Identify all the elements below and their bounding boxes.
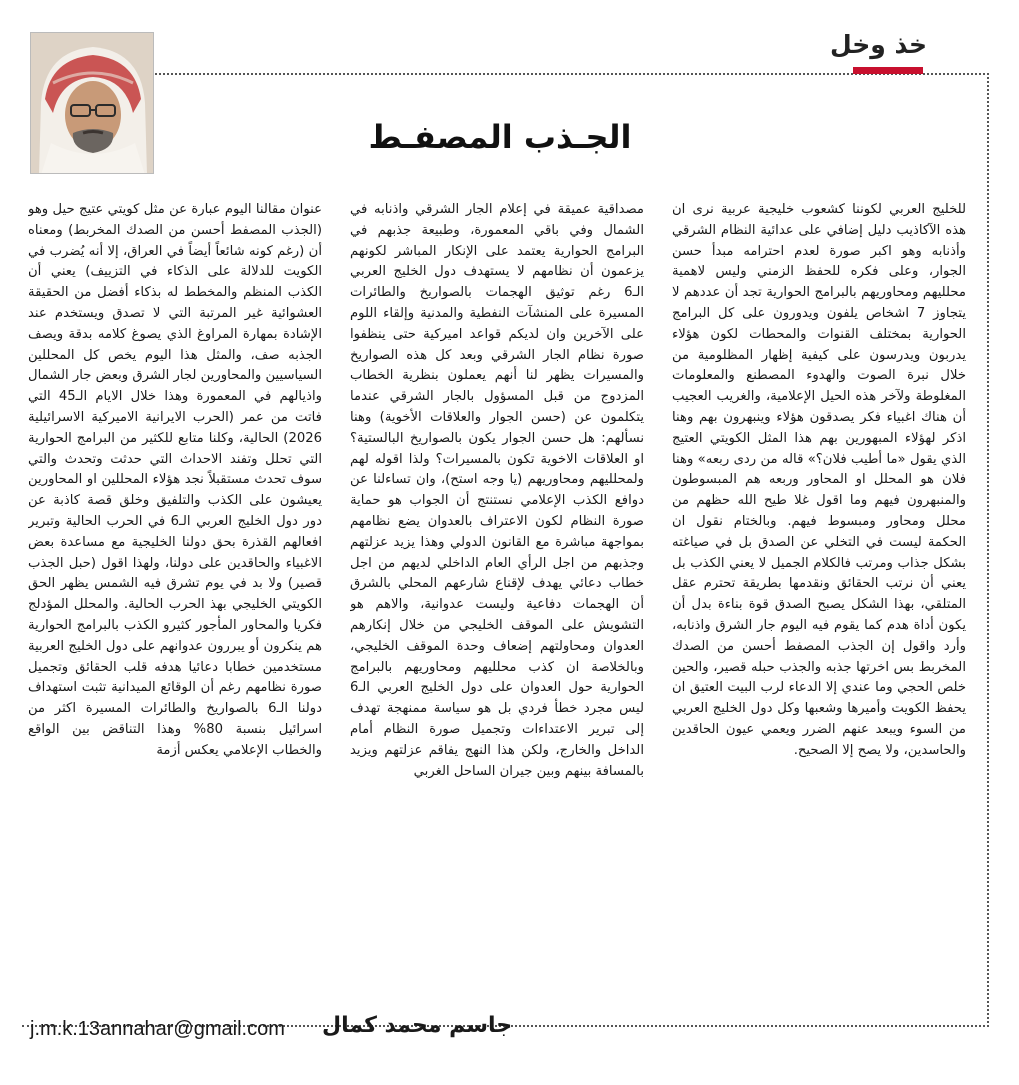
article-column-2 <box>350 200 644 1000</box>
author-name: جاسم محمد كمال <box>322 1013 513 1038</box>
frame-right-border <box>987 73 989 1027</box>
article-column-3-text: للخليج العربي لكوننا كشعوب خليجية عربية نرى ان هذه الآكاذيب دليل إضافي على عدائية النظام الشرقي وأذنابه وهو اكبر صورة لعدم احترامه مبدأ حسن الجوار، وعلى فكره للحفظ الزمني وليس لاهمية محلليهم ومحاوريهم بالبرامج الحوارية تجد أن عددهم لا يتجاوز 7 اشخاص يلفون ويدورون على كل البرامج الحوارية بمختلف القنوات والمحطات لكون هؤلاء يدربون ويدرسون على كيفية إظهار المظلومية من خلال نبرة الصوت والهدوء المصطنع والمعلومات المغلوطة ولآخر هذه الحيل الإعلامية، والغريب العجيب أن هناك اغبياء فكر يصدقون هؤلاء وينبهرون بهم وهنا اذكر لهؤلاء المبهورين بهم هذا المثل الكويتي العتيج الذي يقول «ما أطيب فلان؟» قاله من ردى ربعه» وهنا فلان هو المحلل او المحاور وربعه هم المبسوطون والمنبهرون فيهم وما اقول غلا طيح الله حظهم من محلل ومحاور ومبسوط فيهم. وبالختام نقول ان الحكمة ليست في التخلي عن الصدق بل في صياغته بشكل جذاب ومرتب فالكلام الجميل لا يعني الكذب بل يعني أن نرتب الحقائق ونقدمها بطريقة تحترم عقل المتلقي، بهذا الشكل يصبح الصدق قوة بناءة بدل أن يكون أداة هدم كما يقوم فيه اليوم جار الشرق واذنابه، وأرد واقول إن الجذب المصفط أحسن من الصدك المخربط بس اخرتها جذبه والجذب حبله قصير، والحين خلص الحجي وما عندي إلا الدعاء لرب البيت العتيق ان يحفظ الكويت وأميرها وشعبها وكل دول الخليج العربي من السوء ويبعد عنهم الضرر ويعمي عيون الحاقدين والحاسدين، ولا يصح إلا الصحيح. <box>672 202 966 758</box>
article-column-2-text: مصداقية عميقة في إعلام الجار الشرقي واذنابه في الشمال وفي باقي المعمورة، وطبيعة جذبهم في البرامج الحوارية يعتمد على الإنكار المباشر لكونهم يزعمون أن نظامهم لا يستهدف دول الخليج العربي الـ6 رغم توثيق الهجمات بالصواريخ والطائرات المسيرة على المنشآت النفطية والمدنية وإلقاء اللوم على الآخرين وان لديكم قواعد اميركية حتى ينظفوا صورة نظام الجار الشرقي وبعد كل هذه الصواريخ والمسيرات يظهر لنا أنهم يعملون بنظرية الخطاب المزدوج من قبل المسؤول بالجار الشرقي عندما يتكلمون عن (حسن الجوار والعلاقات الأخوية) وهنا نسألهم: هل حسن الجوار يكون بالصواريخ البالستية؟ او العلاقات الاخوية تكون بالمسيرات؟ ولذا اقوله لهم ولمحلليهم ومحاوريهم (يا وجه استح)، وان تساءلنا عن دوافع الكذب الإعلامي نستنتج أن الجواب هو حماية صورة النظام لكون الاعتراف بالعدوان يضع نظامهم بمواجهة مباشرة مع القانون الدولي وهذا يزيد عزلتهم وجذبهم من اجل الرأي العام الداخلي لديهم من اجل خطاب دعائي يهدف لإقناع شارعهم المحلي بالشرق أن الهجمات دفاعية وليست عدوانية، والاهم هو التشويش على الموقف الخليجي من خلال إنكارهم العدوان ومحاولتهم إضعاف وحدة الموقف الخليجي، وبالخلاصة ان كذب محلليهم ومحاوريهم بالبرامج الحوارية حول العدوان على دول الخليج العربي الـ6 ليس مجرد خطأ فردي بل هو سياسة ممنهجة تهدف إلى تبرير الاعتداءات وتجميل صورة النظام أمام الداخل والخارج، ولكن هذا النهج يفاقم عزلتهم ويزيد بالمسافة بينهم وبين جيران الساحل الغربي <box>350 202 644 779</box>
column-tag: خذ وخل <box>829 30 927 59</box>
author-photo <box>30 32 154 174</box>
article-headline: الجـذب المصفـط <box>368 118 632 156</box>
author-portrait-image <box>31 33 154 174</box>
column-tag-underline <box>853 67 923 74</box>
author-email: j.m.k.13annahar@gmail.com <box>30 1018 285 1040</box>
article-column-1 <box>28 200 322 1000</box>
article-column-3 <box>672 200 966 1000</box>
article-column-1-text: عنوان مقالنا اليوم عبارة عن مثل كويتي عتيج حيل وهو (الجذب المصفط أحسن من الصدك المخربط) ومعناه أن (رغم كونه شائعاً أيضاً في العراق، إلا أنه يُضرب في الكويت للدلالة على الذكاء في التزييف) يعني أن الكذب المنظم والمخطط له بذكاء أفضل من الحقيقة العشوائية غير المرتبة التي لا تصدق ويستخدم عند الإشادة بمهارة المراوغ الذي يصوغ كلامه بدقة ويصف الجذبه صف، والمثل هذا اليوم يخص كل المحللين السياسيين والمحاورين لجار الشرق وبعض جار الشمال واذيالهم في المعمورة وهذا خلال الايام الـ45 التي فاتت من عمر (الحرب الايرانية الاميركية الاسرائيلية 2026) الحالية، وكلنا متابع للكثير من البرامج الحوارية التي تحلل وتفند الاحداث التي حدثت وتحدث والتي سوف تحدث مستقبلاً نجد هؤلاء المحللين او المحاورين يعيشون على الكذب والتلفيق وخلق قصة كاذبة عن دور دول الخليج العربي الـ6 في الحرب الحالية وتبرير افعالهم القذرة بحق دولنا الخليجية مع مساعدة بعض الاغبياء والحاقدين على دولنا، ولهذا اقول (حبل الجذب قصير) ولا بد في يوم تشرق فيه الشمس يظهر الحق الكويتي الخليجي بهذ الحرب الحالية. والمحلل المؤدلج فكريا والمحاور المأجور كثيرو الكذب بالبرامج الحوارية هم ينكرون أو يبررون عدوانهم على دول الخليج العربية مستخدمين خطابا دعائيا هدفه قلب الحقائق وتجميل صورة نظامهم رغم أن الوقائع الميدانية تثبت استهداف دولنا الـ6 بالصواريخ والطائرات المسيرة اكثر من اسرائيل بنسبة 80% وهذا التناقض بين الواقع والخطاب الإعلامي يعكس أزمة <box>28 202 322 758</box>
article-body <box>28 200 966 1000</box>
